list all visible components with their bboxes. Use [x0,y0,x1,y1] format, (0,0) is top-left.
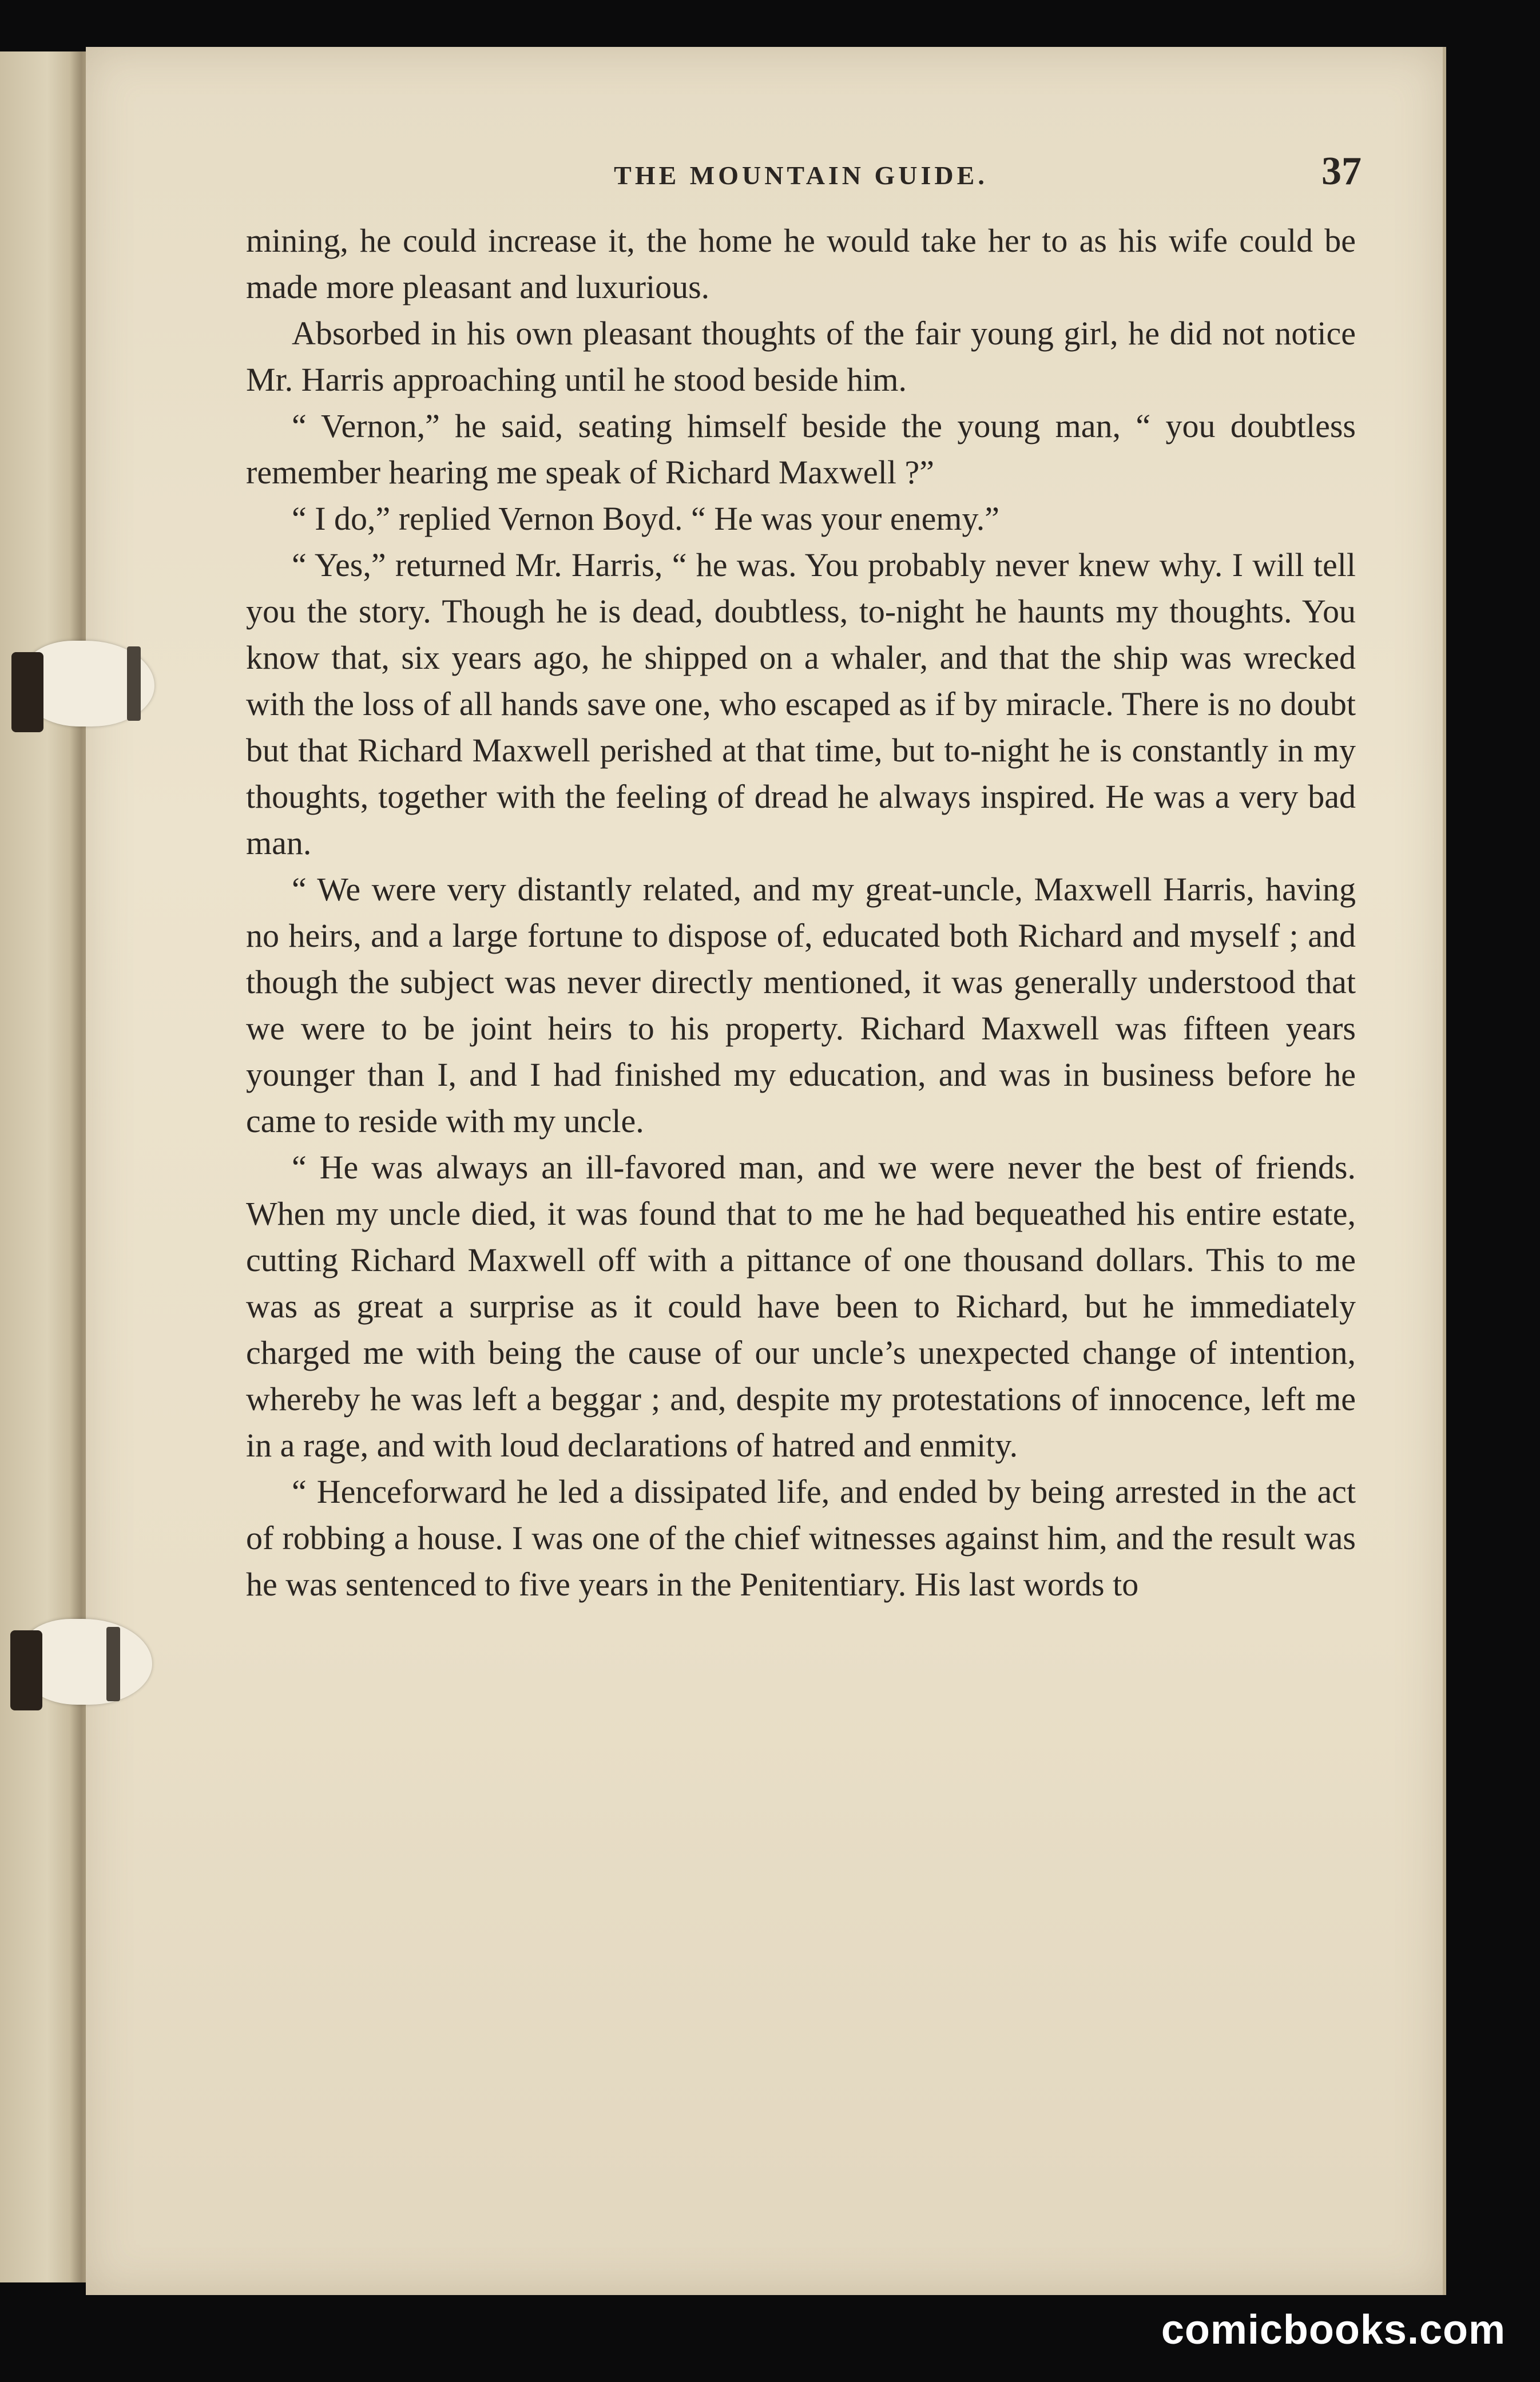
page-text [246,143,1362,1607]
paragraph-1: mining, he could increase it, the home he would take her to as his wife could be made more pleasant and luxurious. [246,222,1356,305]
running-header [246,143,1362,206]
paragraph-8: “ Henceforward he led a dissipated life, and ended by being arrested in the act of robbing a house. I was one of the chief witnesses against him, and the result was he was sentenced to five years in the Penitentiary. His last words to [246,1473,1356,1603]
staple-bottom [10,1630,42,1710]
staple-leg-bottom [106,1627,120,1701]
paragraph-4: “ I do,” replied Vernon Boyd. “ He was your enemy.” [292,500,999,537]
page-number: 37 [1321,149,1362,193]
paragraph-6: “ We were very distantly related, and my great-uncle, Maxwell Harris, having no heirs, and a large fortune to dispose of, educated both Richard and myself ; and though the subject was never directly mentioned, it was generally understood that we were to be joint heirs to his property. Richard Maxwell was fifteen years younger than I, and I had finished my education, and was in business before he came to reside with my uncle. [246,871,1356,1140]
staple-leg-top [127,646,141,721]
paragraph-5: “ Yes,” returned Mr. Harris, “ he was. You probably never knew why. I will tell you the story. Though he is dead, doubtless, to-night he haunts my thoughts. You know that, six years ago, he shipped on a whaler, and that the ship was wrecked with the loss of all hands save one, who escaped as if by miracle. There is no doubt but that Richard Maxwell perished at that time, but to-night he is constantly in my thoughts, together with the feeling of dread he always inspired. He was a very bad man. [246,546,1356,862]
running-title: THE MOUNTAIN GUIDE. [614,161,988,190]
watermark-text: comicbooks.com [1161,2307,1506,2353]
staple-top [11,652,43,732]
paragraph-3: “ Vernon,” he said, seating himself beside the young man, “ you doubtless remember hearing me speak of Richard Maxwell ?” [246,407,1356,491]
paragraph-7: “ He was always an ill-favored man, and we were never the best of friends. When my uncle died, it was found that to me he had bequeathed his entire estate, cutting Richard Maxwell off with a pittance of one thousand dollars. This to me was as great a surprise as it could have been to Richard, but he immediately charged me with being the cause of our uncle’s unexpected change of intention, whereby he was left a beggar ; and, despite my protestations of innocence, left me in a rage, and with loud declarations of hatred and enmity. [246,1149,1356,1464]
paragraph-2: Absorbed in his own pleasant thoughts of the fair young girl, he did not notice Mr. Harris approaching until he stood beside him. [246,315,1356,398]
